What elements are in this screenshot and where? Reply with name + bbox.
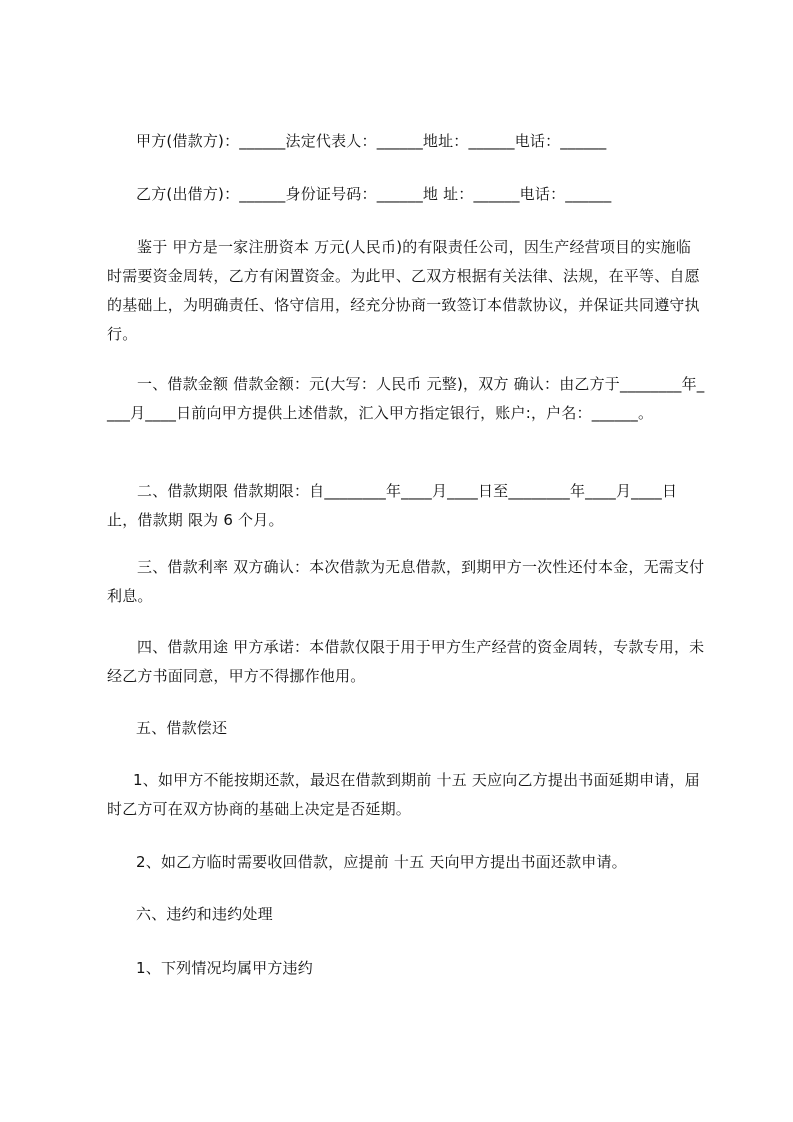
section-3-paragraph: 三、借款利率 双方确认：本次借款为无息借款，到期甲方一次性还付本金，无需支付利息。: [107, 558, 705, 605]
section-2-paragraph: 二、借款期限 借款期限：自________年____月____日至________年____月____日止，借款期 限为 6 个月。: [107, 482, 678, 529]
section-1-paragraph: 一、借款金额 借款金额：元(大写：人民币 元整)，双方 确认：由乙方于________年____月____日前向甲方提供上述借款，汇入甲方指定银行，账户:，户名：______。: [107, 375, 705, 422]
section-5-item-1: 1、如甲方不能按期还款，最迟在借款到期前 十五 天应向乙方提出书面延期申请，届时乙方可在双方协商的基础上决定是否延期。: [107, 771, 700, 818]
preamble-paragraph: 鉴于 甲方是一家注册资本 万元(人民币)的有限责任公司，因生产经营项目的实施临时需要资金周转，乙方有闲置资金。为此甲、乙双方根据有关法律、法规，在平等、自愿的基础上，为明确责任、恪守信用，经充分协商一致签订本借款协议，并保证共同遵守执行。: [107, 238, 700, 343]
section-4-paragraph: 四、借款用途 甲方承诺：本借款仅限于用于甲方生产经营的资金周转，专款专用，未经乙方书面同意，甲方不得挪作他用。: [107, 638, 705, 685]
party-a-line: 甲方(借款方)：______法定代表人：______地址：______电话：______: [136, 132, 607, 150]
party-b-line: 乙方(出借方)：______身份证号码：______地 址：______电话：______: [136, 185, 612, 203]
section-6-title: 六、违约和违约处理: [136, 905, 273, 923]
section-5-item-2: 2、如乙方临时需要收回借款，应提前 十五 天向甲方提出书面还款申请。: [136, 853, 627, 871]
section-5-title: 五、借款偿还: [136, 719, 228, 737]
section-6-item-1: 1、下列情况均属甲方违约: [136, 959, 313, 977]
